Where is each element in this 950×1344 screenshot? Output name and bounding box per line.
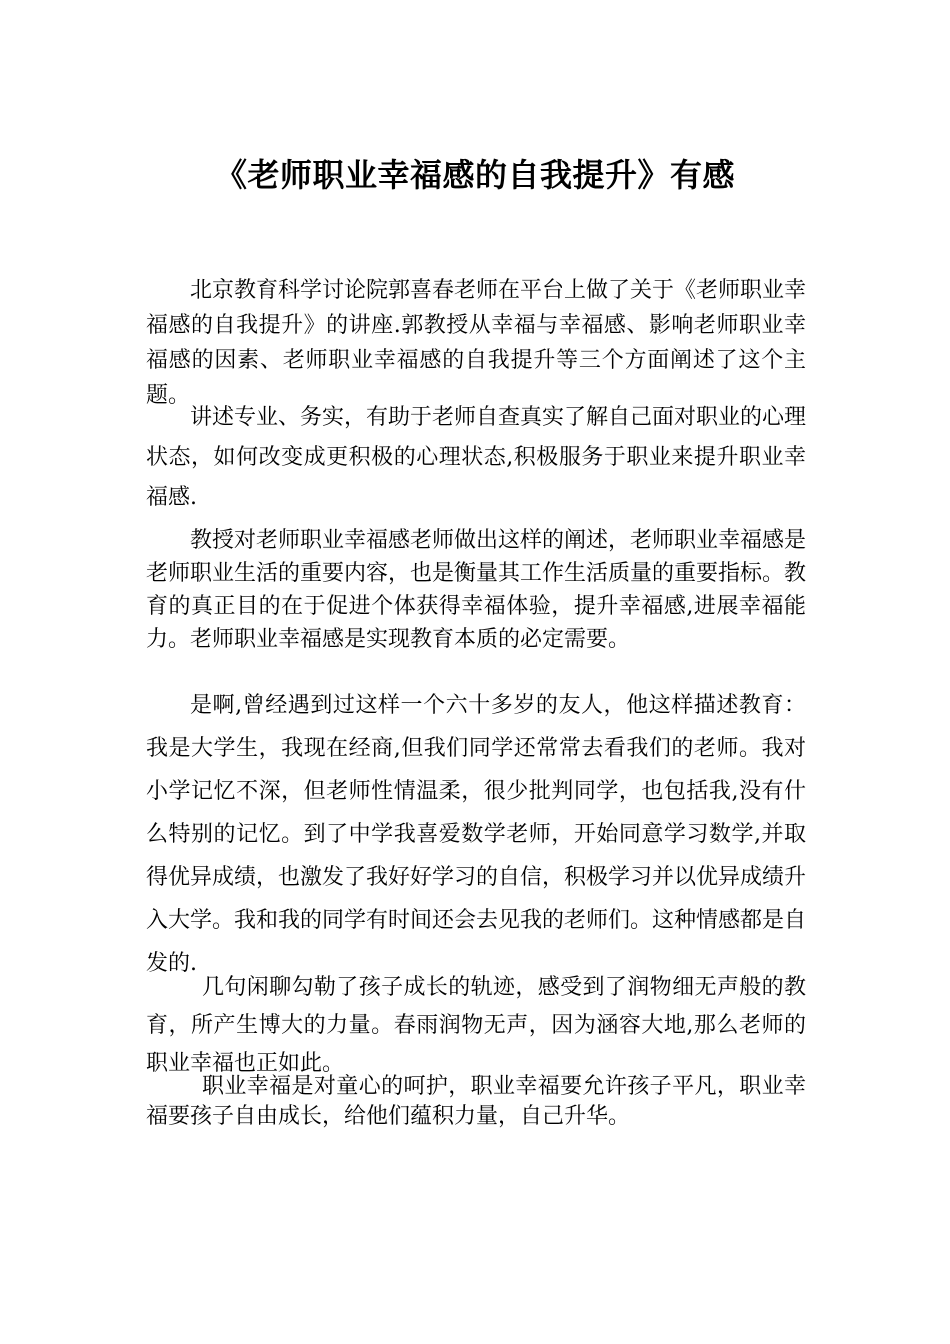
document-title: 《老师职业幸福感的自我提升》有感 bbox=[214, 156, 735, 194]
paragraph-1: 北京教育科学讨论院郭喜春老师在平台上做了关于《老师职业幸福感的自我提升》的讲座.郭教授从幸福与幸福感、影响老师职业幸福感的因素、老师职业幸福感的自我提升等三个方面阐述了这个主题。 bbox=[146, 278, 807, 408]
paragraph-4: 是啊,曾经遇到过这样一个六十多岁的友人，他这样描述教育：我是大学生，我现在经商,但我们同学还常常去看我们的老师。我对小学记忆不深，但老师性情温柔，很少批判同学，也包括我,没有什么特别的记忆。到了中学我喜爱数学老师，开始同意学习数学,并取得优异成绩，也激发了我好好学习的自信，积极学习并以优异成绩升入大学。我和我的同学有时间还会去见我的老师们。这种情感都是自发的. bbox=[146, 693, 807, 976]
paragraph-3: 教授对老师职业幸福感老师做出这样的阐述，老师职业幸福感是老师职业生活的重要内容，也是衡量其工作生活质量的重要指标。教育的真正目的在于促进个体获得幸福体验，提升幸福感,进展幸福能力。老师职业幸福感是实现教育本质的必定需要。 bbox=[146, 528, 807, 652]
paragraph-5: 几句闲聊勾勒了孩子成长的轨迹，感受到了润物细无声般的教育，所产生博大的力量。春雨润物无声，因为涵容大地,那么老师的职业幸福也正如此。 bbox=[146, 975, 806, 1076]
paragraph-6: 职业幸福是对童心的呵护，职业幸福要允许孩子平凡，职业幸福要孩子自由成长，给他们蕴积力量，自己升华。 bbox=[146, 1074, 806, 1129]
paragraph-2: 讲述专业、务实，有助于老师自查真实了解自己面对职业的心理状态，如何改变成更积极的心理状态,积极服务于职业来提升职业幸福感. bbox=[146, 405, 807, 510]
